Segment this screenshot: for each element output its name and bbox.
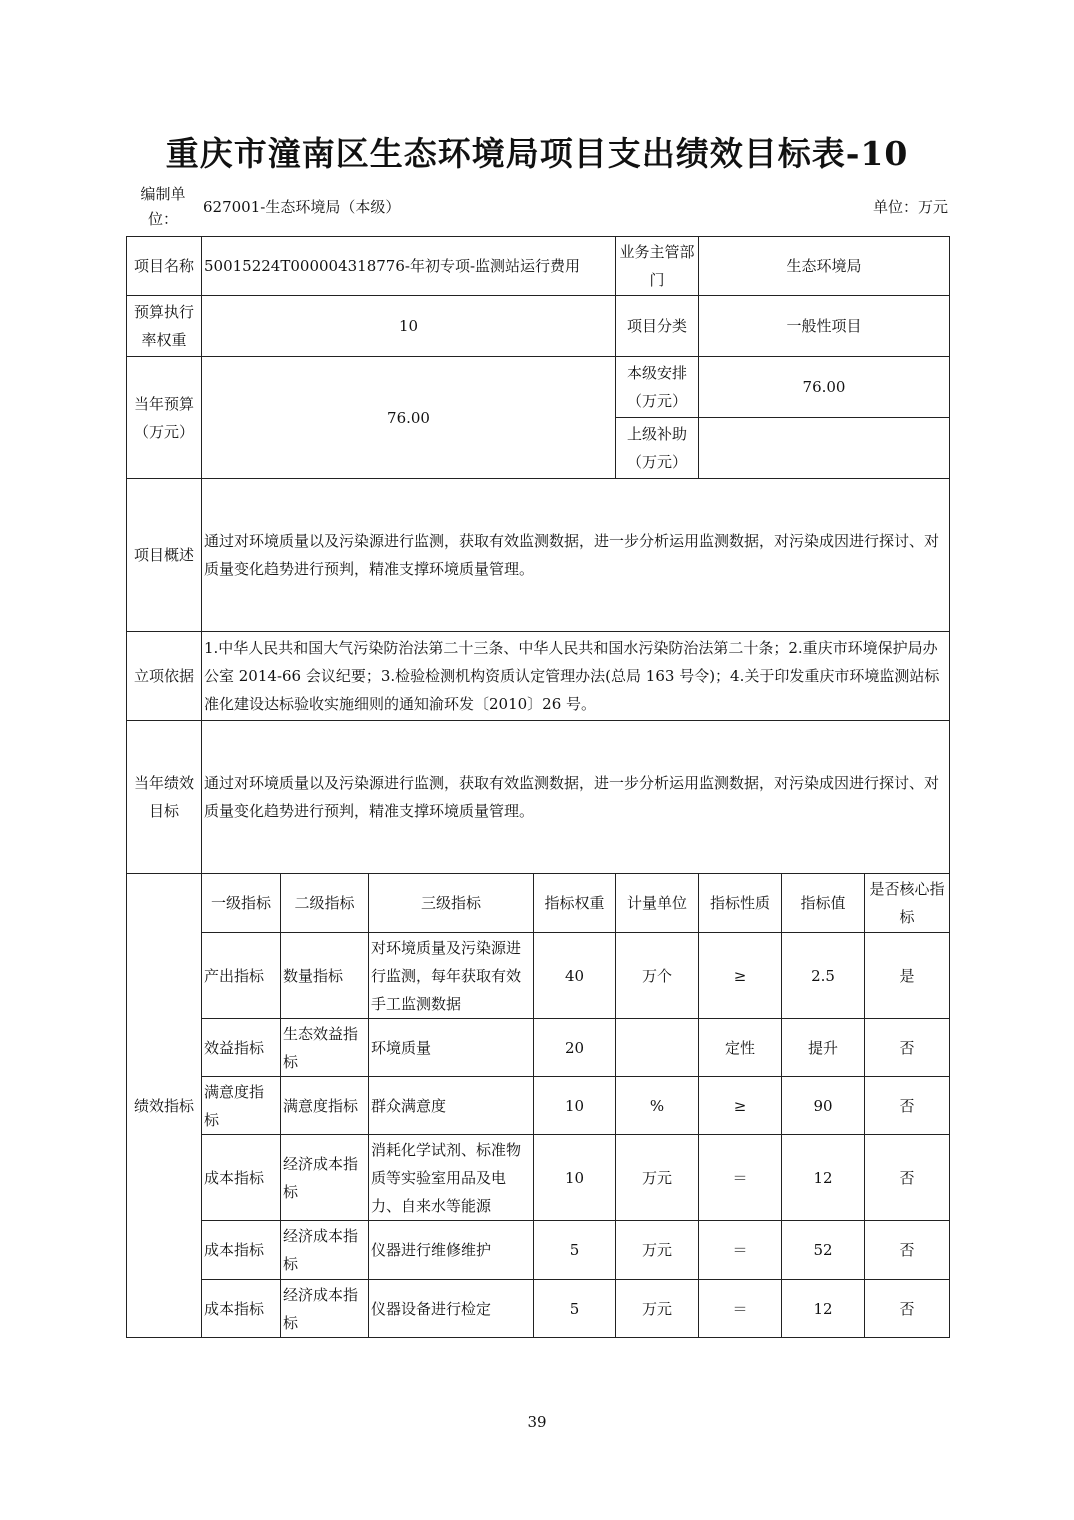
level1-cell: 产出指标 — [202, 933, 281, 1019]
level3-cell: 环境质量 — [369, 1019, 534, 1077]
column-header: 是否核心指标 — [865, 874, 950, 933]
unit-cell: 万元 — [616, 1280, 699, 1338]
dept-value: 生态环境局 — [699, 237, 950, 296]
category-value: 一般性项目 — [699, 296, 950, 357]
column-header: 指标权重 — [534, 874, 616, 933]
level2-cell: 经济成本指标 — [281, 1135, 369, 1221]
overview-value: 通过对环境质量以及污染源进行监测，获取有效监测数据，进一步分析运用监测数据，对污染成因进行探讨、对质量变化趋势进行预判，精准支撑环境质量管理。 — [202, 479, 950, 632]
level1-cell: 效益指标 — [202, 1019, 281, 1077]
core-cell: 是 — [865, 933, 950, 1019]
goal-value: 通过对环境质量以及污染源进行监测，获取有效监测数据，进一步分析运用监测数据，对污染成因进行探讨、对质量变化趋势进行预判，精准支撑环境质量管理。 — [202, 721, 950, 874]
table-row — [127, 1280, 950, 1338]
basis-value: 1.中华人民共和国大气污染防治法第二十三条、中华人民共和国水污染防治法第二十条；2.重庆市环境保护局办公室 2014-66 会议纪要；3.检验检测机构资质认定管理办法(总局 163 号令)；4.关于印发重庆市环境监测站标准化建设达标验收实施细则的通知渝环发〔2010〕26 号。 — [202, 632, 950, 721]
column-header: 一级指标 — [202, 874, 281, 933]
weight-cell: 10 — [534, 1077, 616, 1135]
unit-label: 编制单位： — [140, 185, 186, 228]
value-cell: 52 — [782, 1221, 865, 1280]
level2-cell: 满意度指标 — [281, 1077, 369, 1135]
nature-cell: ≥ — [699, 1077, 782, 1135]
project-name-value: 50015224T000004318776-年初专项-监测站运行费用 — [202, 237, 616, 296]
money-unit: 单位：万元 — [872, 198, 948, 216]
unit-cell: 万元 — [616, 1221, 699, 1280]
level1-cell: 成本指标 — [202, 1135, 281, 1221]
budget-value: 76.00 — [202, 357, 616, 479]
dept-label: 业务主管部门 — [616, 237, 699, 296]
core-cell: 否 — [865, 1077, 950, 1135]
core-cell: 否 — [865, 1221, 950, 1280]
unit-value: 627001-生态环境局（本级） — [203, 198, 401, 216]
table-row — [127, 1221, 950, 1280]
unit-cell: 万个 — [616, 933, 699, 1019]
column-header: 指标值 — [782, 874, 865, 933]
project-name-label: 项目名称 — [127, 237, 202, 296]
column-header: 计量单位 — [616, 874, 699, 933]
page-number: 39 — [527, 1413, 547, 1431]
value-cell: 2.5 — [782, 933, 865, 1019]
basis-label: 立项依据 — [127, 632, 202, 721]
core-cell: 否 — [865, 1280, 950, 1338]
level3-cell: 仪器进行维修维护 — [369, 1221, 534, 1280]
level3-cell: 群众满意度 — [369, 1077, 534, 1135]
upper-value — [699, 418, 950, 479]
table-row — [127, 933, 950, 1019]
unit-cell: % — [616, 1077, 699, 1135]
weight-cell: 40 — [534, 933, 616, 1019]
level2-cell: 数量指标 — [281, 933, 369, 1019]
weight-cell: 5 — [534, 1280, 616, 1338]
core-cell: 否 — [865, 1019, 950, 1077]
column-header: 三级指标 — [369, 874, 534, 933]
nature-cell: ＝ — [699, 1135, 782, 1221]
value-cell: 12 — [782, 1135, 865, 1221]
nature-cell: ＝ — [699, 1221, 782, 1280]
weight-cell: 5 — [534, 1221, 616, 1280]
weight-value: 10 — [202, 296, 616, 357]
value-cell: 90 — [782, 1077, 865, 1135]
table-row — [127, 1019, 950, 1077]
level1-cell: 成本指标 — [202, 1221, 281, 1280]
weight-label: 预算执行率权重 — [127, 296, 202, 357]
value-cell: 提升 — [782, 1019, 865, 1077]
level3-cell: 仪器设备进行检定 — [369, 1280, 534, 1338]
weight-cell: 10 — [534, 1135, 616, 1221]
goal-label: 当年绩效目标 — [127, 721, 202, 874]
upper-label: 上级补助（万元） — [616, 418, 699, 479]
column-header: 指标性质 — [699, 874, 782, 933]
local-label: 本级安排（万元） — [616, 357, 699, 418]
core-cell: 否 — [865, 1135, 950, 1221]
value-cell: 12 — [782, 1280, 865, 1338]
unit-cell: 万元 — [616, 1135, 699, 1221]
level2-cell: 生态效益指标 — [281, 1019, 369, 1077]
category-label: 项目分类 — [616, 296, 699, 357]
nature-cell: ＝ — [699, 1280, 782, 1338]
level2-cell: 经济成本指标 — [281, 1221, 369, 1280]
table-row — [127, 1077, 950, 1135]
level3-cell: 对环境质量及污染源进行监测，每年获取有效手工监测数据 — [369, 933, 534, 1019]
page-title: 重庆市潼南区生态环境局项目支出绩效目标表-10 — [165, 134, 909, 173]
level1-cell: 成本指标 — [202, 1280, 281, 1338]
level2-cell: 经济成本指标 — [281, 1280, 369, 1338]
level1-cell: 满意度指标 — [202, 1077, 281, 1135]
table-row — [127, 1135, 950, 1221]
nature-cell: 定性 — [699, 1019, 782, 1077]
performance-table — [126, 236, 950, 1338]
budget-label: 当年预算（万元） — [127, 357, 202, 479]
unit-cell — [616, 1019, 699, 1077]
nature-cell: ≥ — [699, 933, 782, 1019]
indicators-label: 绩效指标 — [127, 874, 202, 1338]
local-value: 76.00 — [699, 357, 950, 418]
weight-cell: 20 — [534, 1019, 616, 1077]
overview-label: 项目概述 — [127, 479, 202, 632]
level3-cell: 消耗化学试剂、标准物质等实验室用品及电力、自来水等能源 — [369, 1135, 534, 1221]
column-header: 二级指标 — [281, 874, 369, 933]
